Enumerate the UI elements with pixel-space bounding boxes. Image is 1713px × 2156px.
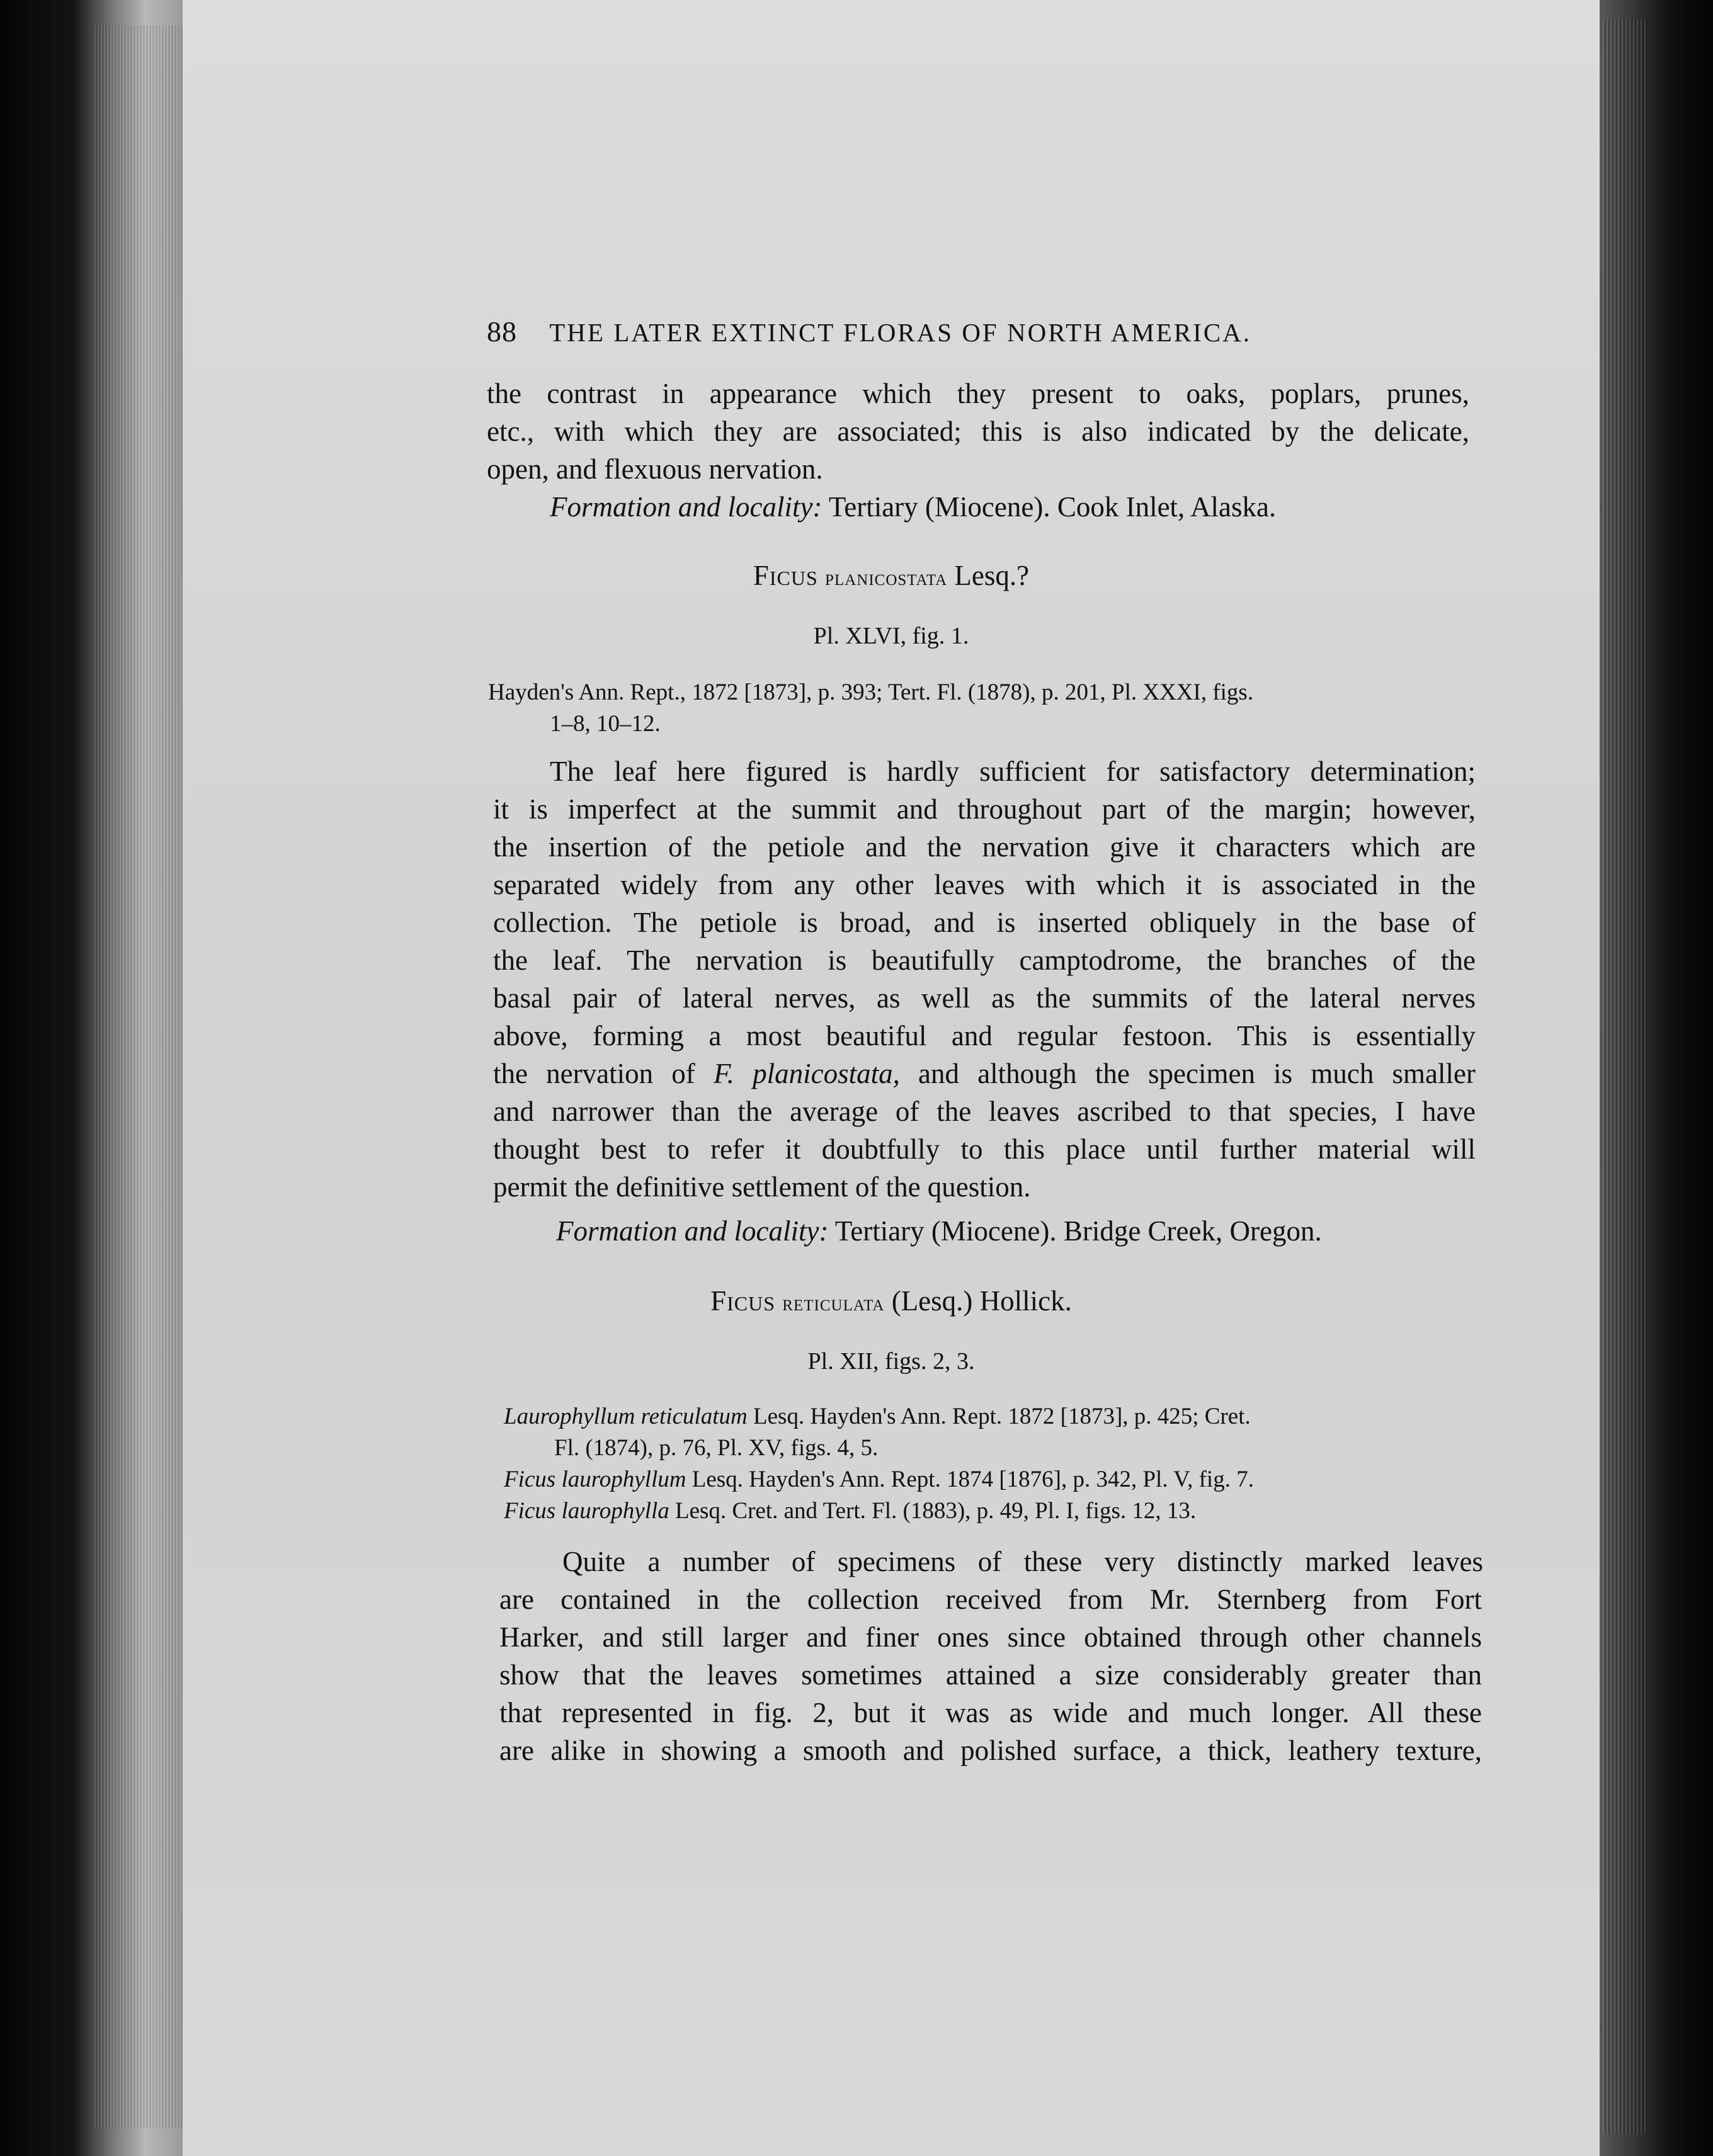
body-line: the insertion of the petiole and the nervation give it characters which are xyxy=(493,831,1476,863)
intro-line: the contrast in appearance which they present to oaks, poplars, prunes, xyxy=(487,378,1469,409)
body-line: permit the definitive settlement of the question. xyxy=(493,1171,1031,1203)
formation-value: Tertiary (Miocene). Cook Inlet, Alaska. xyxy=(828,491,1277,523)
formation-locality xyxy=(550,488,1276,526)
genus-name: Ficus xyxy=(710,1285,776,1317)
body-line: thought best to refer it doubtfully to this place until further material will xyxy=(493,1133,1476,1165)
species-author: (Lesq.) Hollick. xyxy=(891,1285,1072,1317)
synonym-reference: Lesq. Cret. and Tert. Fl. (1883), p. 49, Pl. I, figs. 12, 13. xyxy=(669,1498,1197,1524)
synonymy-entry xyxy=(504,1464,1254,1495)
synonym-name: Laurophyllum reticulatum xyxy=(504,1404,748,1429)
body-line: Harker, and still larger and finer ones since obtained through other channels xyxy=(499,1621,1482,1653)
body-line: basal pair of lateral nerves, as well as the summits of the lateral nerves xyxy=(493,982,1476,1014)
species-heading xyxy=(183,559,1600,592)
body-line: it is imperfect at the summit and throughout part of the margin; however, xyxy=(493,793,1476,825)
page-stack-edge xyxy=(94,25,183,2128)
synonymy-entry xyxy=(504,1401,1251,1433)
formation-label: Formation and locality: xyxy=(556,1215,829,1247)
body-line: Quite a number of specimens of these very distinctly marked leaves xyxy=(562,1546,1483,1577)
literature-reference: 1–8, 10–12. xyxy=(550,711,661,737)
plate-reference: Pl. XLVI, fig. 1. xyxy=(813,623,969,649)
body-line: are contained in the collection received from Mr. Sternberg from Fort xyxy=(499,1584,1482,1615)
running-title: THE LATER EXTINCT FLORAS OF NORTH AMERICA. xyxy=(549,318,1252,347)
species-author: Lesq.? xyxy=(954,560,1030,591)
formation-locality xyxy=(556,1212,1322,1250)
species-heading xyxy=(183,1285,1600,1317)
formation-value: Tertiary (Miocene). Bridge Creek, Oregon. xyxy=(834,1215,1322,1247)
synonym-reference: Lesq. Hayden's Ann. Rept. 1872 [1873], p. 425; Cret. xyxy=(747,1404,1251,1429)
running-header xyxy=(487,315,1251,348)
synonym-name: Ficus laurophylla xyxy=(504,1498,669,1524)
intro-line: etc., with which they are associated; this is also indicated by the delicate, xyxy=(487,416,1469,447)
synonymy-entry xyxy=(504,1495,1196,1527)
body-line: separated widely from any other leaves with which it is associated in the xyxy=(493,869,1476,900)
genus-name: Ficus xyxy=(753,560,818,591)
literature-reference: Hayden's Ann. Rept., 1872 [1873], p. 393; Tert. Fl. (1878), p. 201, Pl. XXXI, figs. xyxy=(488,679,1254,705)
body-text: the nervation of xyxy=(493,1058,714,1089)
body-line xyxy=(493,1055,1476,1092)
formation-label: Formation and locality: xyxy=(550,491,822,523)
body-line: above, forming a most beautiful and regular festoon. This is essentially xyxy=(493,1020,1476,1052)
page-number: 88 xyxy=(487,315,517,348)
body-text: and although the specimen is much smaller xyxy=(899,1058,1476,1089)
synonym-reference: Lesq. Hayden's Ann. Rept. 1874 [1876], p. 342, Pl. V, fig. 7. xyxy=(686,1467,1254,1492)
species-epithet: reticulata xyxy=(782,1290,885,1315)
body-line: collection. The petiole is broad, and is inserted obliquely in the base of xyxy=(493,907,1476,938)
plate-reference: Pl. XII, figs. 2, 3. xyxy=(807,1348,975,1375)
intro-line: open, and flexuous nervation. xyxy=(487,453,823,485)
body-line: show that the leaves sometimes attained a size considerably greater than xyxy=(499,1659,1482,1691)
body-line: the leaf. The nervation is beautifully camptodrome, the branches of the xyxy=(493,945,1476,976)
body-line: and narrower than the average of the leaves ascribed to that species, I have xyxy=(493,1096,1476,1127)
synonymy-entry: Fl. (1874), p. 76, Pl. XV, figs. 4, 5. xyxy=(554,1435,879,1461)
body-line: The leaf here figured is hardly sufficient for satisfactory determination; xyxy=(550,756,1476,787)
synonym-name: Ficus laurophyllum xyxy=(504,1467,686,1492)
species-citation: F. planicostata, xyxy=(713,1058,900,1089)
species-epithet: planicostata xyxy=(825,565,948,590)
page-stack-edge-right xyxy=(1603,19,1647,2135)
body-line: are alike in showing a smooth and polished surface, a thick, leathery texture, xyxy=(499,1735,1482,1766)
body-line: that represented in fig. 2, but it was as wide and much longer. All these xyxy=(499,1697,1482,1728)
